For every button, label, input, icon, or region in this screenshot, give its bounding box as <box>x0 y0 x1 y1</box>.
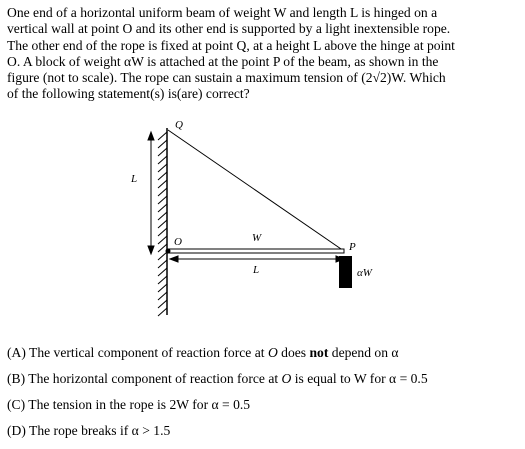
question-line-2: vertical wall at point O and its other end is supported by a light inextensible rope. <box>7 21 451 37</box>
label-q: Q <box>175 119 183 131</box>
option-b: (B) The horizontal component of reaction force at O is equal to W for α = 0.5 <box>7 371 428 386</box>
question-line-6: of the following statement(s) is(are) correct? <box>7 86 250 102</box>
length-dimension-arrow <box>170 256 344 262</box>
question-line-1: One end of a horizontal uniform beam of weight W and length L is hinged on a <box>7 5 438 20</box>
option-d: (D) The rope breaks if α > 1.5 <box>7 423 171 438</box>
label-p: P <box>349 241 356 253</box>
question-line-4: O. A block of weight αW is attached at the point P of the beam, as shown in the <box>7 53 439 69</box>
label-alpha-w: αW <box>357 267 372 279</box>
options-list <box>7 345 517 449</box>
label-l-vertical: L <box>131 173 138 185</box>
option-c: (C) The tension in the rope is 2W for α = 0.5 <box>7 397 251 412</box>
wall-hatching <box>158 132 167 316</box>
beam <box>167 249 344 253</box>
label-l-horizontal: L <box>253 264 260 276</box>
hinge-o <box>166 249 171 254</box>
hanging-block <box>339 256 352 288</box>
option-a: (A) The vertical component of reaction force at O does not depend on α <box>7 345 399 360</box>
question-line-3: The other end of the rope is fixed at point Q, at a height L above the hinge at point <box>7 37 455 53</box>
label-o: O <box>174 236 182 248</box>
label-w: W <box>252 232 262 244</box>
height-dimension-arrow <box>148 132 154 254</box>
question-line-5: figure (not to scale). The rope can sustain a maximum tension of (2√2)W. Which <box>7 70 446 86</box>
